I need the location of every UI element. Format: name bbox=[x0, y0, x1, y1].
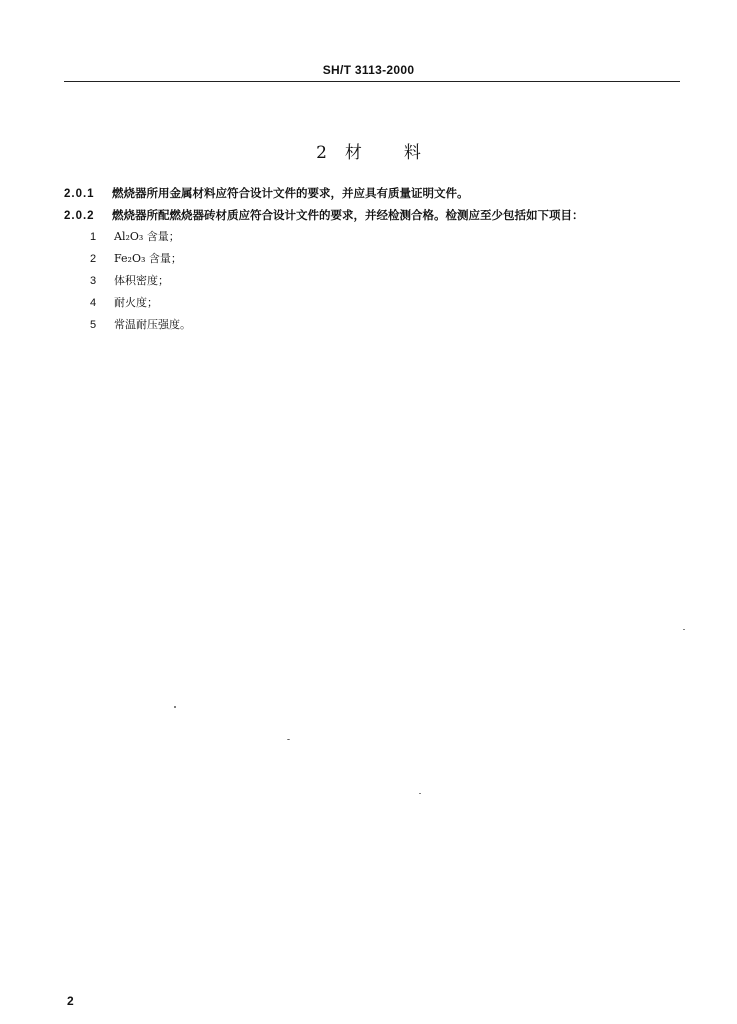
list-item-text: Al₂O₃ 含量； bbox=[114, 230, 180, 243]
scan-speck bbox=[287, 739, 290, 740]
chapter-title-char-1: 材 bbox=[344, 143, 362, 163]
clause-2-0-2 bbox=[64, 207, 584, 224]
list-item-text: Fe₂O₃ 含量； bbox=[114, 252, 182, 265]
clause-2-0-1 bbox=[64, 185, 469, 202]
list-item-text: 耐火度； bbox=[114, 296, 158, 309]
list-item-number: 3 bbox=[90, 275, 97, 287]
clause-number: 2.0.2 bbox=[64, 210, 95, 222]
list-item bbox=[90, 295, 158, 311]
chapter-title-char-2: 料 bbox=[403, 143, 421, 163]
scan-speck bbox=[174, 706, 176, 708]
standard-code-header: SH/T 3113-2000 bbox=[322, 63, 415, 77]
chapter-number: 2 bbox=[316, 143, 327, 163]
list-item bbox=[90, 251, 182, 267]
clause-text: 燃烧器所配燃烧器砖材质应符合设计文件的要求，并经检测合格。检测应至少包括如下项目： bbox=[112, 208, 584, 222]
chapter-title bbox=[0, 138, 737, 163]
list-item-text: 常温耐压强度。 bbox=[114, 318, 191, 331]
list-item-number: 5 bbox=[90, 319, 97, 331]
clause-number: 2.0.1 bbox=[64, 188, 95, 200]
list-item-text: 体积密度； bbox=[114, 274, 169, 287]
list-item bbox=[90, 317, 191, 333]
page-number: 2 bbox=[67, 994, 74, 1008]
scan-speck bbox=[683, 629, 685, 630]
header-rule bbox=[64, 81, 680, 82]
list-item bbox=[90, 273, 169, 289]
list-item bbox=[90, 229, 180, 245]
list-item-number: 1 bbox=[90, 231, 97, 243]
clause-text: 燃烧器所用金属材料应符合设计文件的要求，并应具有质量证明文件。 bbox=[112, 186, 469, 200]
list-item-number: 2 bbox=[90, 253, 97, 265]
scan-speck bbox=[419, 793, 421, 794]
list-item-number: 4 bbox=[90, 297, 97, 309]
